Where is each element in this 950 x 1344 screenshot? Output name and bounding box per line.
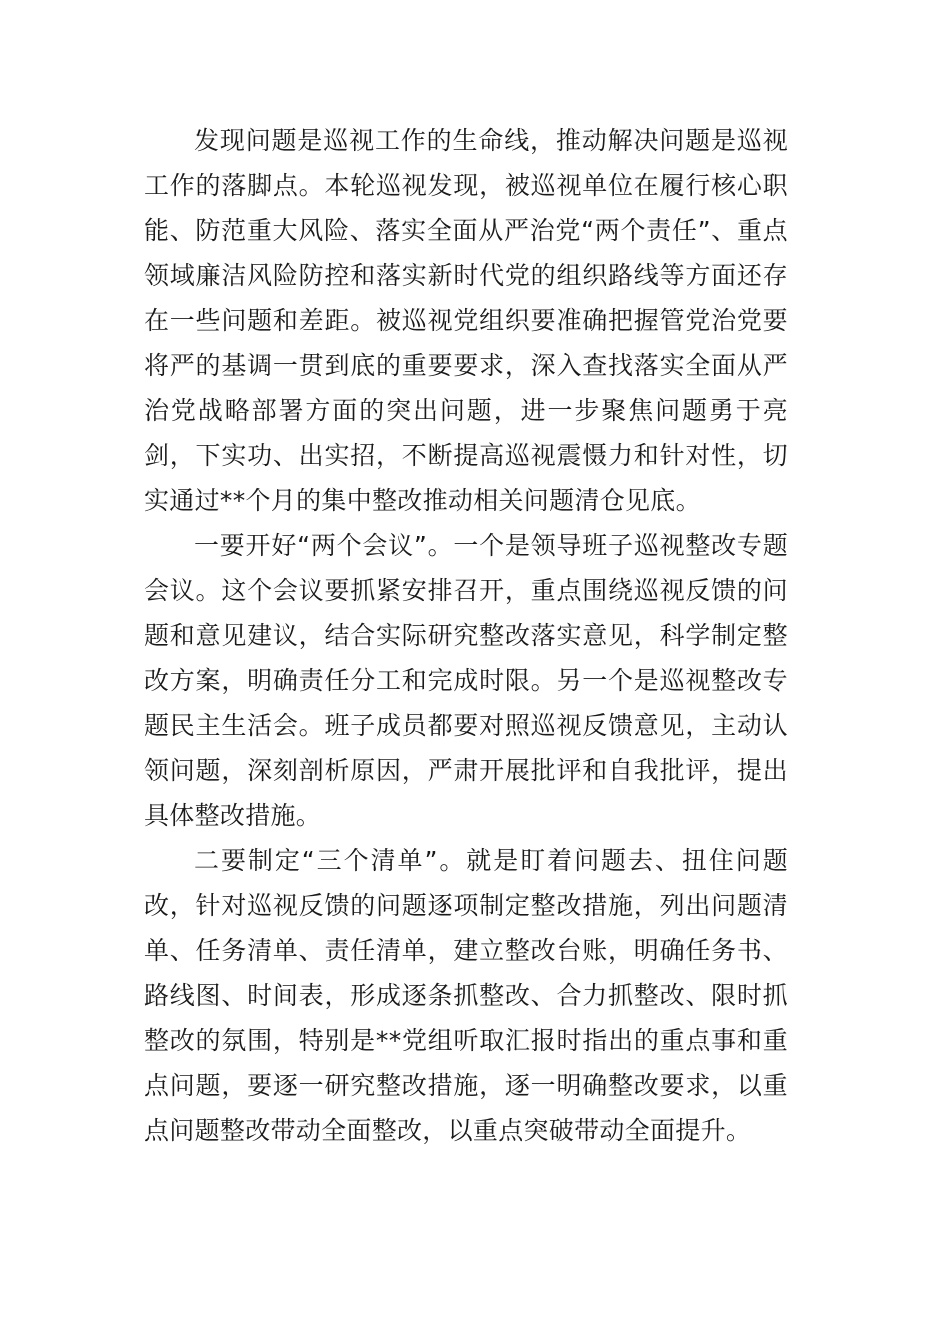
paragraph-3: 二要制定“三个清单”。就是盯着问题去、扭住问题改，针对巡视反馈的问题逐项制定整改措施，列出问题清单、任务清单、责任清单，建立整改台账，明确任务书、路线图、时间表，形成逐条抓整改、合力抓整改、限时抓整改的氛围，特别是**党组听取汇报时指出的重点事和重点问题，要逐一研究整改措施，逐一明确整改要求，以重点问题整改带动全面整改，以重点突破带动全面提升。 [144,846,788,1145]
paragraph-2: 一要开好“两个会议”。一个是领导班子巡视整改专题会议。这个会议要抓紧安排召开，重点围绕巡视反馈的问题和意见建议，结合实际研究整改落实意见，科学制定整改方案，明确责任分工和完成时限。另一个是巡视整改专题民主生活会。班子成员都要对照巡视反馈意见，主动认领问题，深刻剖析原因，严肃开展批评和自我批评，提出具体整改措施。 [144,531,788,830]
document-body [144,118,788,1153]
paragraph-1: 发现问题是巡视工作的生命线，推动解决问题是巡视工作的落脚点。本轮巡视发现，被巡视单位在履行核心职能、防范重大风险、落实全面从严治党“两个责任”、重点领域廉洁风险防控和落实新时代党的组织路线等方面还存在一些问题和差距。被巡视党组织要准确把握管党治党要将严的基调一贯到底的重要要求，深入查找落实全面从严治党战略部署方面的突出问题，进一步聚焦问题勇于亮剑，下实功、出实招，不断提高巡视震慑力和针对性，切实通过**个月的集中整改推动相关问题清仓见底。 [144,126,788,515]
